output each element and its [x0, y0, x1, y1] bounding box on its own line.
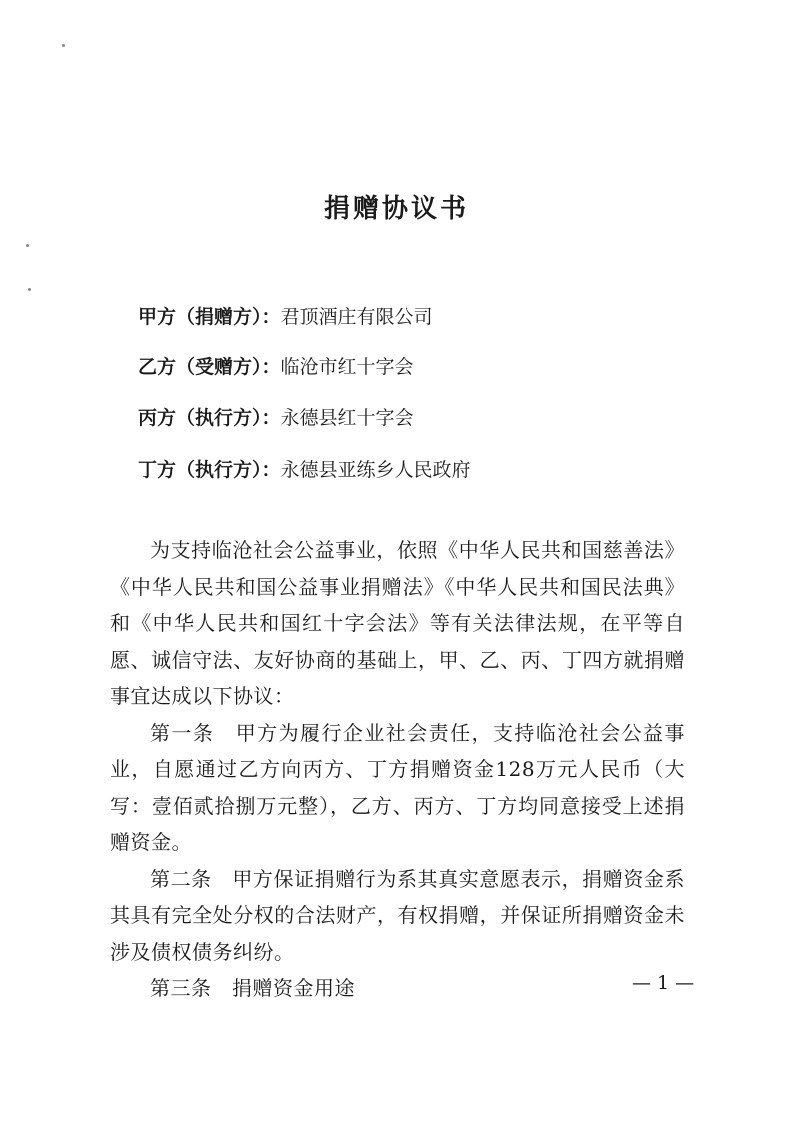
- party-a: [138, 302, 433, 332]
- article-1-paragraph: 第一条 甲方为履行企业社会责任，支持临沧社会公益事业，自愿通过乙方向丙方、丁方捐赠资金128万元人民币（大写：壹佰贰拾捌万元整），乙方、丙方、丁方均同意接受上述捐赠资金。: [110, 720, 685, 854]
- party-role: 甲方（捐赠方）: [138, 306, 262, 328]
- party-separator: ：: [261, 356, 281, 378]
- party-role: 丙方（执行方）: [138, 407, 262, 429]
- article-3-heading: 第三条 捐赠资金用途: [150, 976, 355, 1000]
- party-name: 临沧市红十字会: [280, 356, 414, 378]
- party-separator: ：: [261, 407, 281, 429]
- preamble-paragraph: 为支持临沧社会公益事业，依照《中华人民共和国慈善法》《中华人民共和国公益事业捐赠法》《中华人民共和国民法典》和《中华人民共和国红十字会法》等有关法律法规，在平等自愿、诚信守法、友好协商的基础上，甲、乙、丙、丁四方就捐赠事宜达成以下协议：: [110, 538, 685, 708]
- party-b: [138, 352, 414, 382]
- party-role: 乙方（受赠方）: [138, 356, 262, 378]
- party-separator: ：: [261, 459, 281, 481]
- party-separator: ：: [261, 306, 281, 328]
- agreement-body: [110, 532, 685, 1007]
- party-name: 永德县亚练乡人民政府: [280, 459, 471, 481]
- party-d: [138, 455, 471, 485]
- page-number: — 1 —: [632, 972, 695, 994]
- party-name: 君顶酒庄有限公司: [280, 306, 433, 328]
- party-c: [138, 403, 414, 433]
- party-name: 永德县红十字会: [280, 407, 414, 429]
- document-title: 捐赠协议书: [323, 194, 469, 224]
- scan-speck: [26, 244, 29, 247]
- scan-speck: [28, 288, 31, 291]
- party-role: 丁方（执行方）: [138, 459, 262, 481]
- article-2-paragraph: 第二条 甲方保证捐赠行为系其真实意愿表示，捐赠资金系其具有完全处分权的合法财产，有权捐赠，并保证所捐赠资金未涉及债权债务纠纷。: [110, 866, 685, 964]
- scan-speck: [62, 44, 65, 47]
